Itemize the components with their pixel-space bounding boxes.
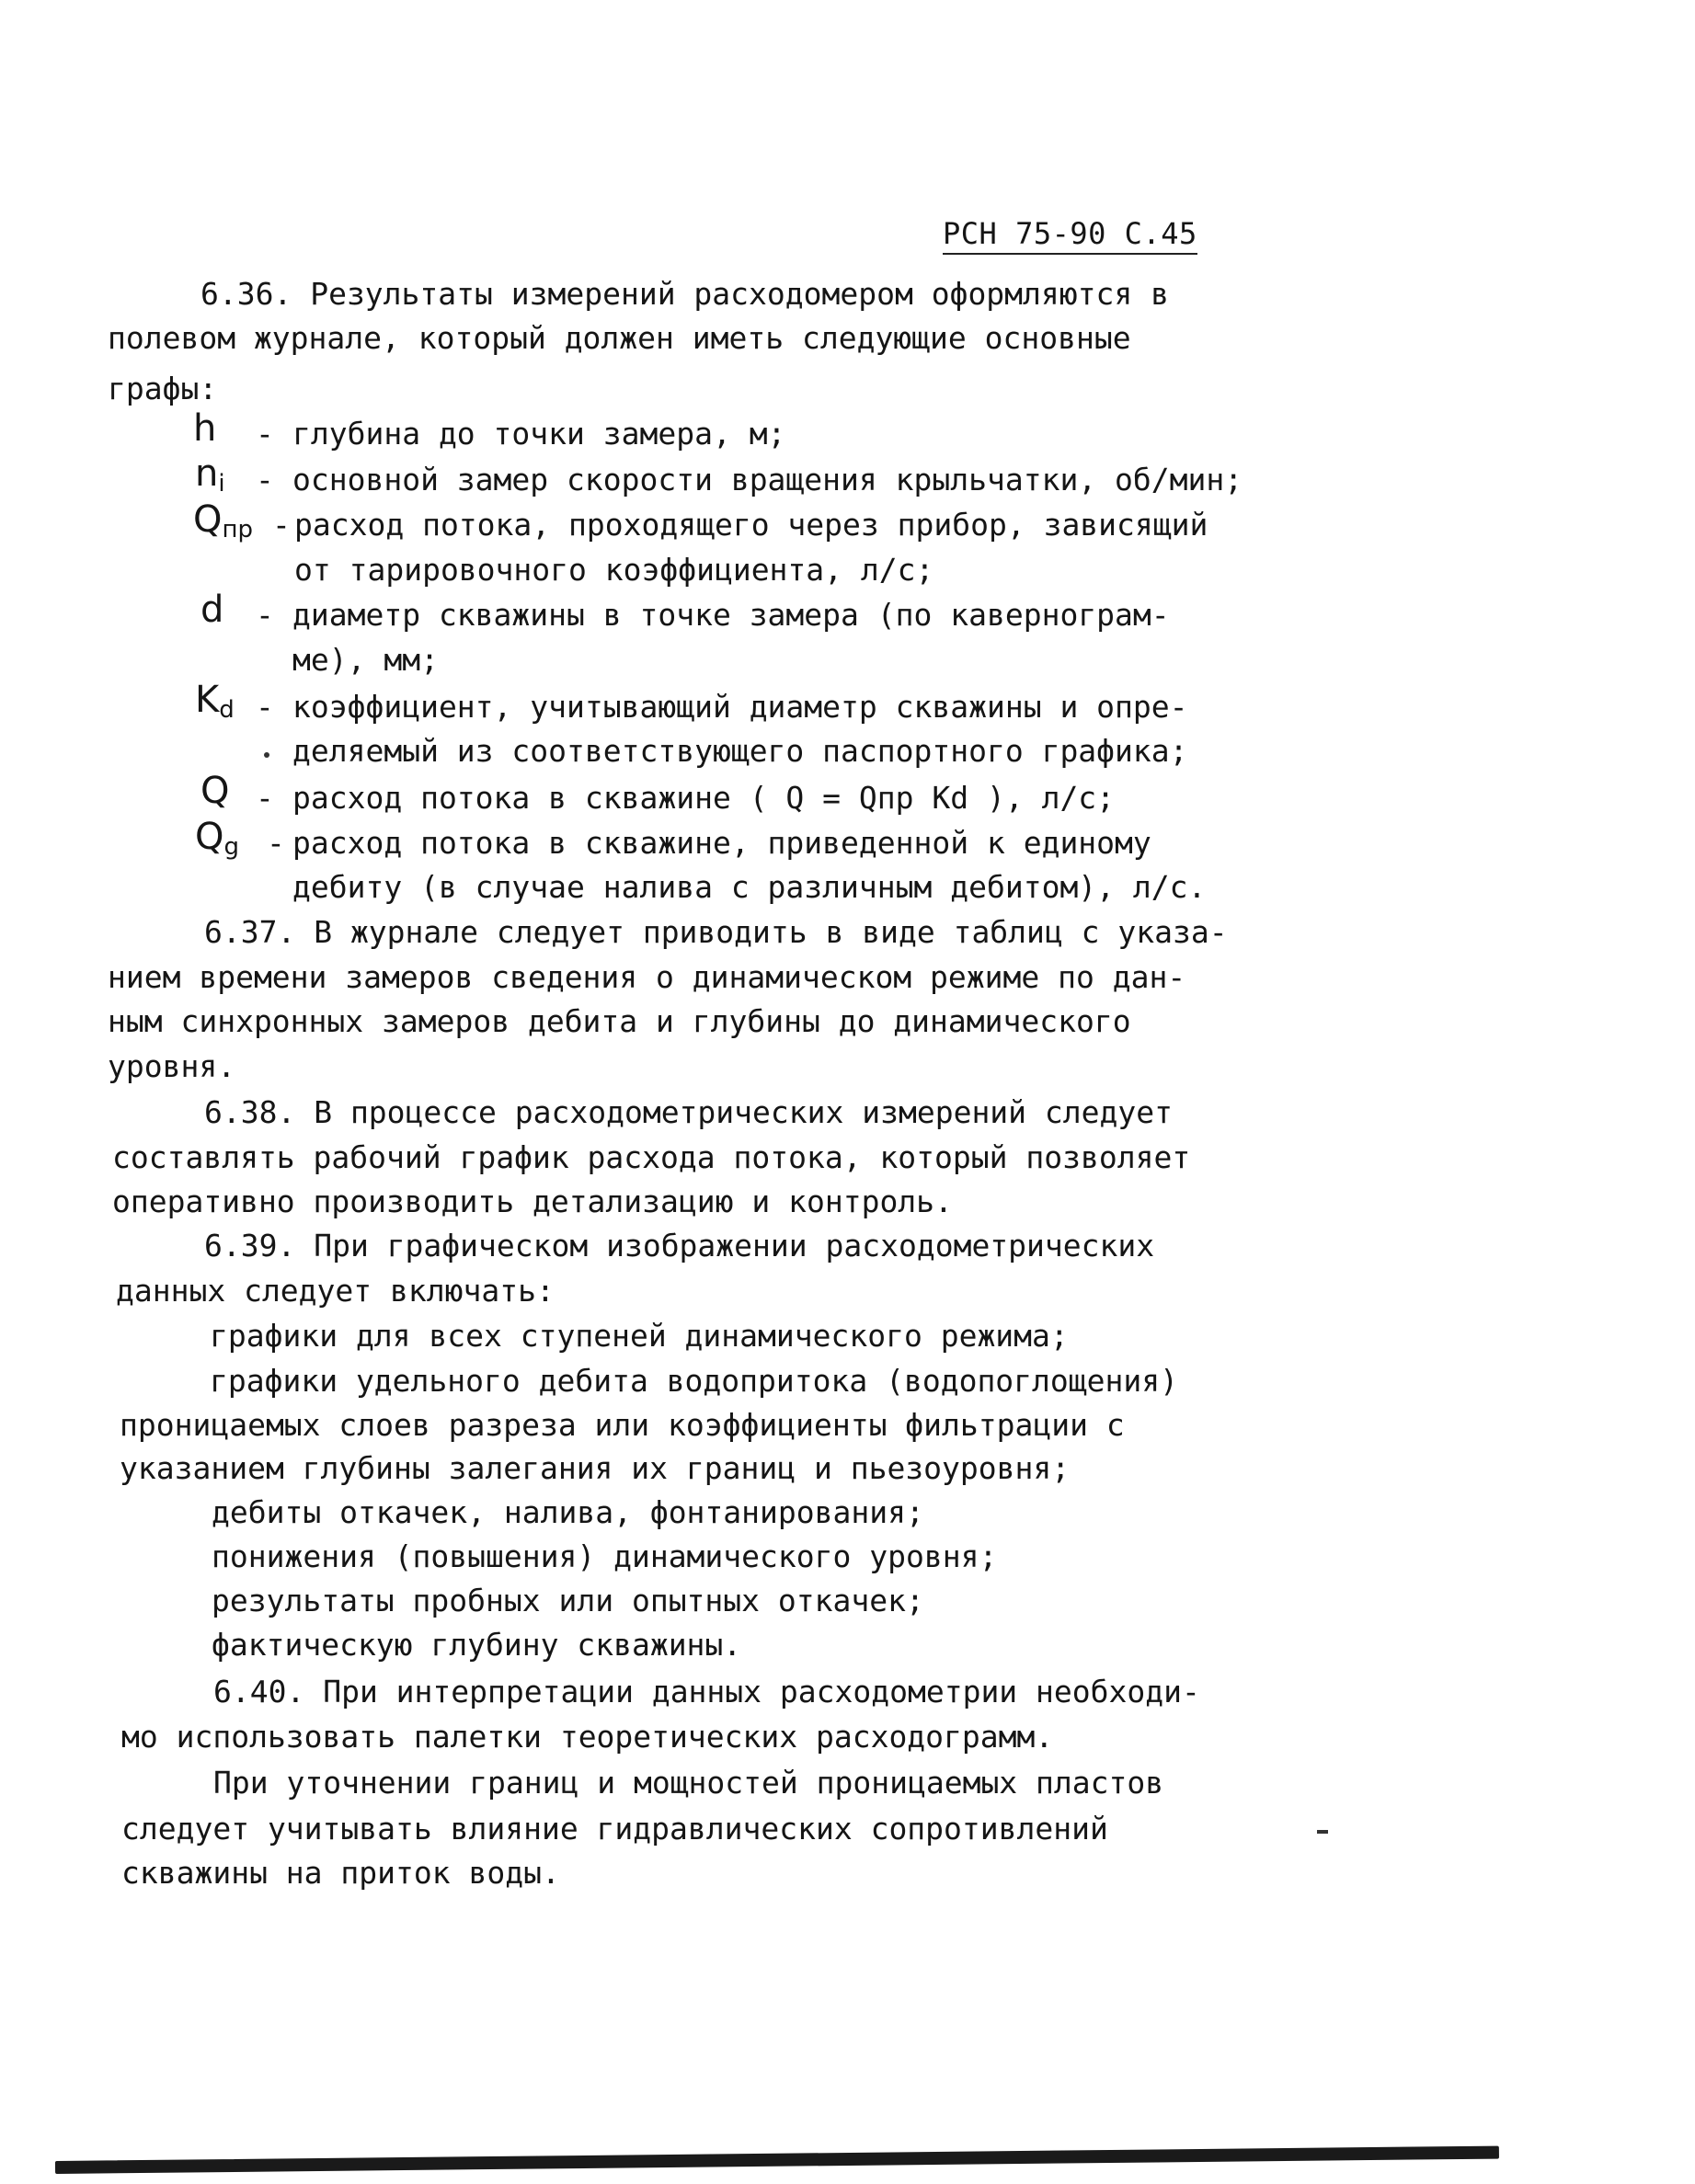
- item-q-desc: расход потока в скважине ( Q = Qпр Kd ), л/с;: [292, 780, 1116, 816]
- list-item-specific-yield-line-1: графики удельного дебита водопритока (водопоглощения): [210, 1363, 1178, 1399]
- item-k-d-desc-line-2: деляемый из соответствующего паспортного графика;: [292, 733, 1188, 769]
- paragraph-6-36-line-2: полевом журнале, который должен иметь следующие основные: [108, 320, 1131, 356]
- paragraph-6-40-line-2: мо использовать палетки теоретических расходограмм.: [121, 1719, 1054, 1755]
- paragraph-6-39-line-1: 6.39. При графическом изображении расходометрических: [204, 1228, 1155, 1264]
- item-dash: -: [256, 462, 274, 497]
- paragraph-6-38-line-3: оперативно производить детализацию и контроль.: [112, 1183, 953, 1219]
- paragraph-6-37-line-1: 6.37. В журнале следует приводить в виде таблиц с указа-: [204, 914, 1228, 950]
- paragraph-6-40-line-1: 6.40. При интерпретации данных расходометрии необходи-: [213, 1674, 1200, 1709]
- item-dash: -: [272, 507, 291, 543]
- item-n-i-desc: основной замер скорости вращения крыльчатки, об/мин;: [292, 462, 1243, 497]
- symbol-n-i: $n_i$: [195, 452, 225, 497]
- paragraph-6-40-line-5: скважины на приток воды.: [121, 1855, 560, 1891]
- list-item-test-pumping: результаты пробных или опытных откачек;: [212, 1583, 924, 1618]
- item-q-g-desc-line-2: дебиту (в случае налива с различным дебитом), л/с.: [292, 869, 1207, 905]
- item-d-desc-line-2: ме), мм;: [292, 642, 439, 678]
- symbol-q: Q: [200, 770, 230, 812]
- paragraph-6-37-line-2: нием времени замеров сведения о динамическом режиме по дан-: [108, 959, 1186, 995]
- item-q-pr-desc-line-1: расход потока, проходящего через прибор, зависящий: [294, 507, 1208, 543]
- paragraph-6-40-line-4: следует учитывать влияние гидравлических сопротивлений: [121, 1811, 1108, 1847]
- item-q-pr-desc-line-2: от тарировочного коэффициента, л/с;: [294, 552, 934, 588]
- list-item-actual-depth: фактическую глубину скважины.: [212, 1627, 742, 1663]
- paragraph-6-37-line-4: уровня.: [108, 1048, 236, 1084]
- symbol-q-g: $Q_g$: [195, 816, 239, 861]
- item-dash: -: [256, 416, 274, 452]
- item-k-d-desc-line-1: коэффициент, учитывающий диаметр скважины и опре-: [292, 689, 1188, 725]
- list-item-debits: дебиты откачек, налива, фонтанирования;: [212, 1494, 924, 1530]
- list-item-specific-yield-line-2: проницаемых слоев разреза или коэффициенты фильтрации с: [120, 1407, 1125, 1443]
- item-dash: -: [256, 780, 274, 816]
- list-item-specific-yield-line-3: указанием глубины залегания их границ и пьезоуровня;: [120, 1450, 1071, 1486]
- item-q-g-desc-line-1: расход потока в скважине, приведенной к единому: [292, 825, 1151, 861]
- paragraph-6-39-line-2: данных следует включать:: [116, 1273, 555, 1309]
- document-reference: РСН 75-90 С.45: [943, 218, 1197, 255]
- paragraph-6-37-line-3: ным синхронных замеров дебита и глубины до динамического: [108, 1003, 1131, 1039]
- symbol-h: h: [193, 407, 217, 450]
- paragraph-6-36-line-1: 6.36. Результаты измерений расходомером оформляются в: [200, 276, 1169, 312]
- paragraph-6-40-line-3: При уточнении границ и мощностей проницаемых пластов: [213, 1765, 1164, 1801]
- item-dash: -: [267, 825, 285, 861]
- item-h-desc: глубина до точки замера, м;: [292, 416, 786, 452]
- list-item-drawdown: понижения (повышения) динамического уровня;: [212, 1538, 998, 1574]
- item-dash: -: [256, 689, 274, 725]
- item-dash: -: [256, 597, 274, 633]
- bottom-rule: [55, 2146, 1499, 2174]
- paragraph-6-38-line-1: 6.38. В процессе расходометрических измерений следует: [204, 1094, 1173, 1130]
- list-item-graphs-stages: графики для всех ступеней динамического режима;: [210, 1318, 1069, 1354]
- symbol-q-pr: $Q_{пр}$: [193, 498, 253, 543]
- symbol-k-d: $K_d$: [195, 679, 235, 724]
- item-d-desc-line-1: диаметр скважины в точке замера (по каверногрaм-: [292, 597, 1170, 633]
- symbol-d: d: [200, 589, 224, 631]
- paragraph-6-38-line-2: составлять рабочий график расхода потока, который позволяет: [112, 1139, 1191, 1175]
- paragraph-6-36-line-3: графы:: [108, 371, 218, 406]
- scan-speck: [1317, 1830, 1328, 1834]
- scan-speck: [264, 752, 269, 758]
